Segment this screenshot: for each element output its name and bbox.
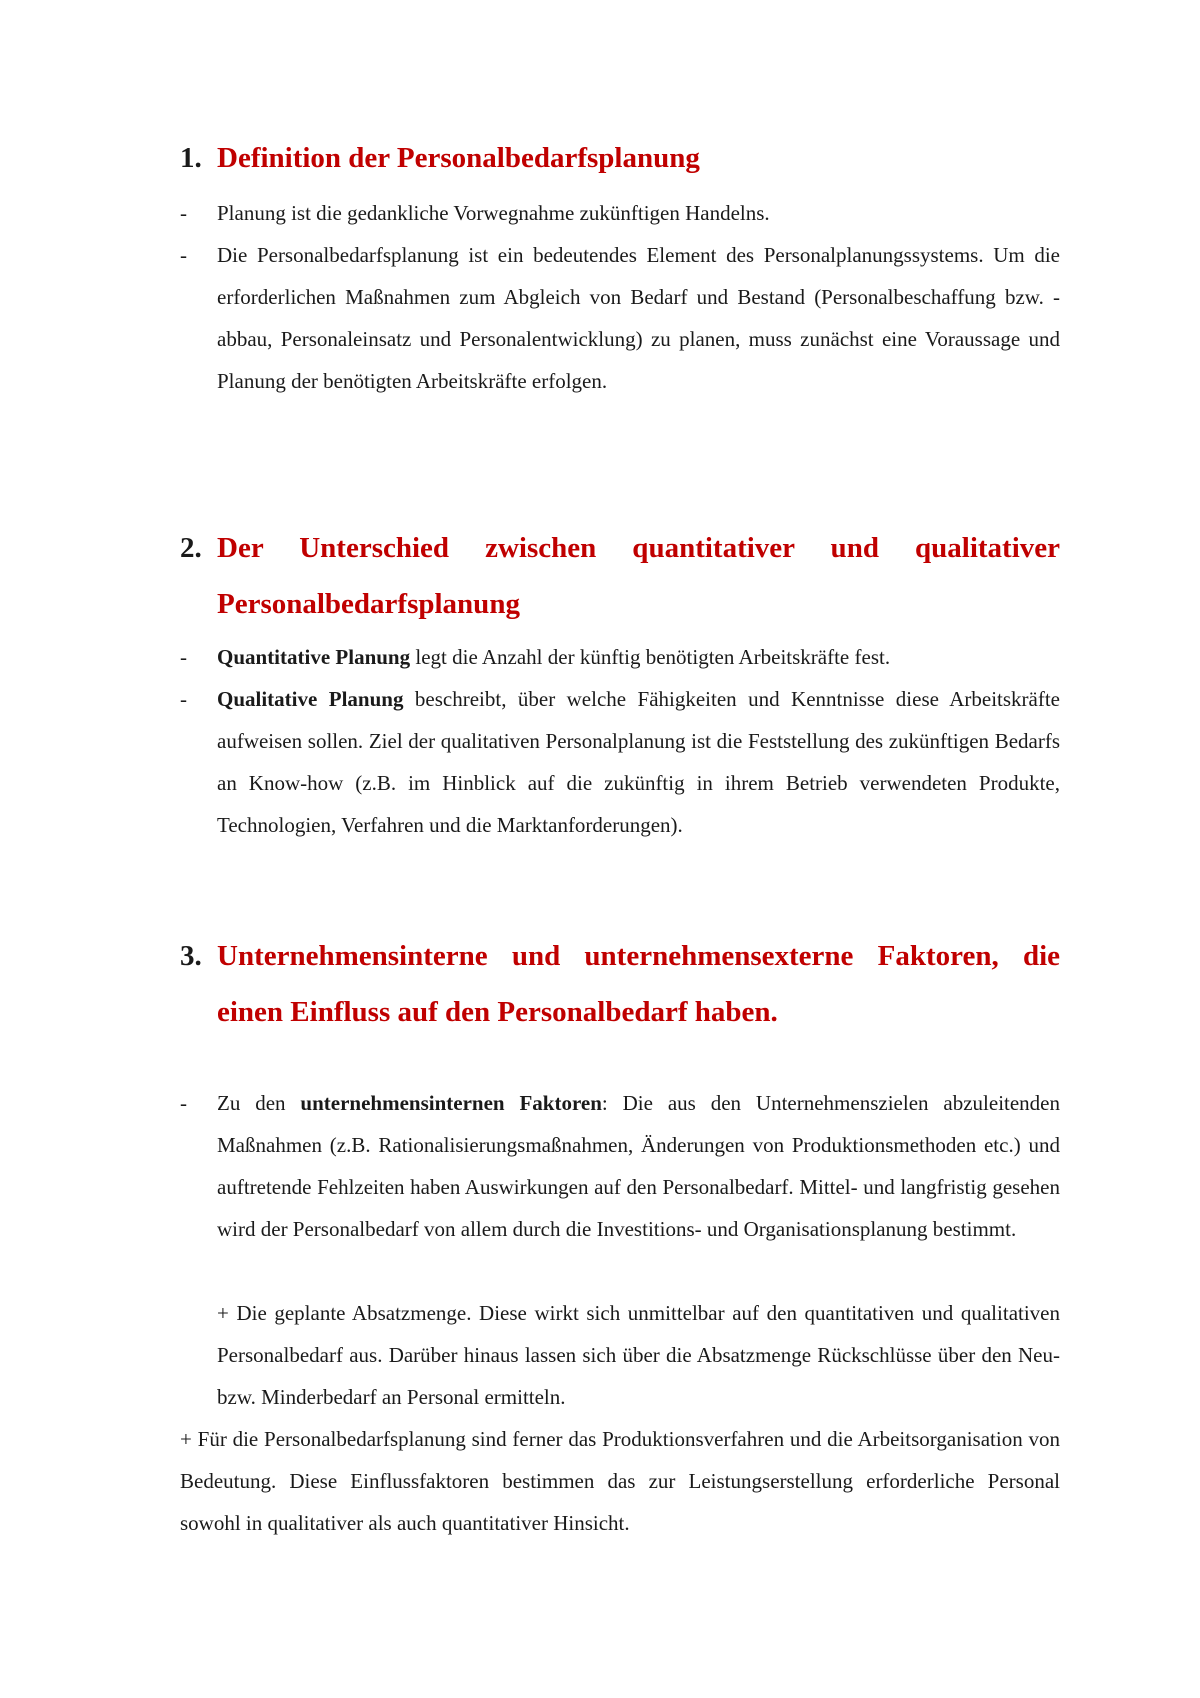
bullet-dash: - — [180, 243, 187, 267]
section-3-bullet-1 — [180, 1082, 1060, 1250]
section-3-paragraph: + Für die Personalbedarfsplanung sind ferner das Produktionsverfahren und die Arbeitsorganisation von Bedeutung. Diese Einflussfaktoren bestimmen das zur Leistungserstellung erforderliche Personal sowohl in qualitativer als auch quantitativer Hinsicht. — [180, 1427, 1060, 1535]
section-3-number: 3. — [180, 940, 202, 972]
bullet-dash: - — [180, 1091, 187, 1115]
section-2-title: Der Unterschied zwischen quantitativer und qualitativer Personalbedarfsplanung — [217, 532, 1060, 620]
bullet-text — [217, 1082, 1060, 1250]
section-1-number: 1. — [180, 142, 202, 174]
section-2-number: 2. — [180, 532, 202, 564]
bullet-bold-term: Qualitative Planung — [217, 687, 404, 711]
section-1-bullet-1 — [180, 192, 1060, 234]
section-2-bullet-1 — [180, 636, 1060, 678]
section-3-heading — [180, 928, 1060, 1040]
bullet-dash: - — [180, 645, 187, 669]
bullet-rest: legt die Anzahl der künftig benötigten Arbeitskräfte fest. — [410, 645, 891, 669]
bullet-dash: - — [180, 687, 187, 711]
section-2-bullet-2 — [180, 678, 1060, 846]
section-2-heading — [180, 520, 1060, 632]
section-3-title: Unternehmensinterne und unternehmensexterne Faktoren, die einen Einfluss auf den Personalbedarf haben. — [217, 940, 1060, 1028]
section-1-heading — [180, 130, 1060, 186]
section-1-bullet-2 — [180, 234, 1060, 402]
bullet-text: Planung ist die gedankliche Vorwegnahme zukünftigen Handelns. — [217, 201, 770, 225]
bullet-rest: : Die aus den Unternehmenszielen abzuleitenden Maßnahmen (z.B. Rationalisierungsmaßnahmen, Änderungen von Produktionsmethoden etc.) und auftretende Fehlzeiten haben Auswirkungen auf den Personalbedarf. Mittel- und langfristig gesehen wird der Personalbedarf von allem durch die Investitions- und Organisationsplanung bestimmt. — [217, 1091, 1061, 1241]
bullet-bold-term: unternehmensinternen Faktoren — [300, 1091, 602, 1115]
bullet-text — [217, 678, 1060, 846]
section-3-sub-paragraph: + Die geplante Absatzmenge. Diese wirkt sich unmittelbar auf den quantitativen und qualitativen Personalbedarf aus. Darüber hinaus lassen sich über die Absatzmenge Rückschlüsse über den Neu- bzw. Minderbedarf an Personal ermitteln. — [217, 1301, 1060, 1409]
bullet-rest: beschreibt, über welche Fähigkeiten und Kenntnisse diese Arbeitskräfte aufweisen sollen. Ziel der qualitativen Personalplanung ist die Feststellung des zukünftigen Bedarfs an Know-how (z.B. im Hinblick auf die zukünftig in ihrem Betrieb verwendeten Produkte, Technologien, Verfahren und die Marktanforderungen). — [217, 687, 1061, 837]
bullet-prefix: Zu den — [217, 1091, 301, 1115]
section-1-title: Definition der Personalbedarfsplanung — [217, 142, 700, 174]
bullet-bold-term: Quantitative Planung — [217, 645, 411, 669]
bullet-text: Die Personalbedarfsplanung ist ein bedeutendes Element des Personalplanungssystems. Um die erforderlichen Maßnahmen zum Abgleich von Bedarf und Bestand (Personalbeschaffung bzw. -abbau, Personaleinsatz und Personalentwicklung) zu planen, muss zunächst eine Voraussage und Planung der benötigten Arbeitskräfte erfolgen. — [217, 243, 1060, 393]
bullet-dash: - — [180, 201, 187, 225]
bullet-text — [217, 636, 1060, 678]
